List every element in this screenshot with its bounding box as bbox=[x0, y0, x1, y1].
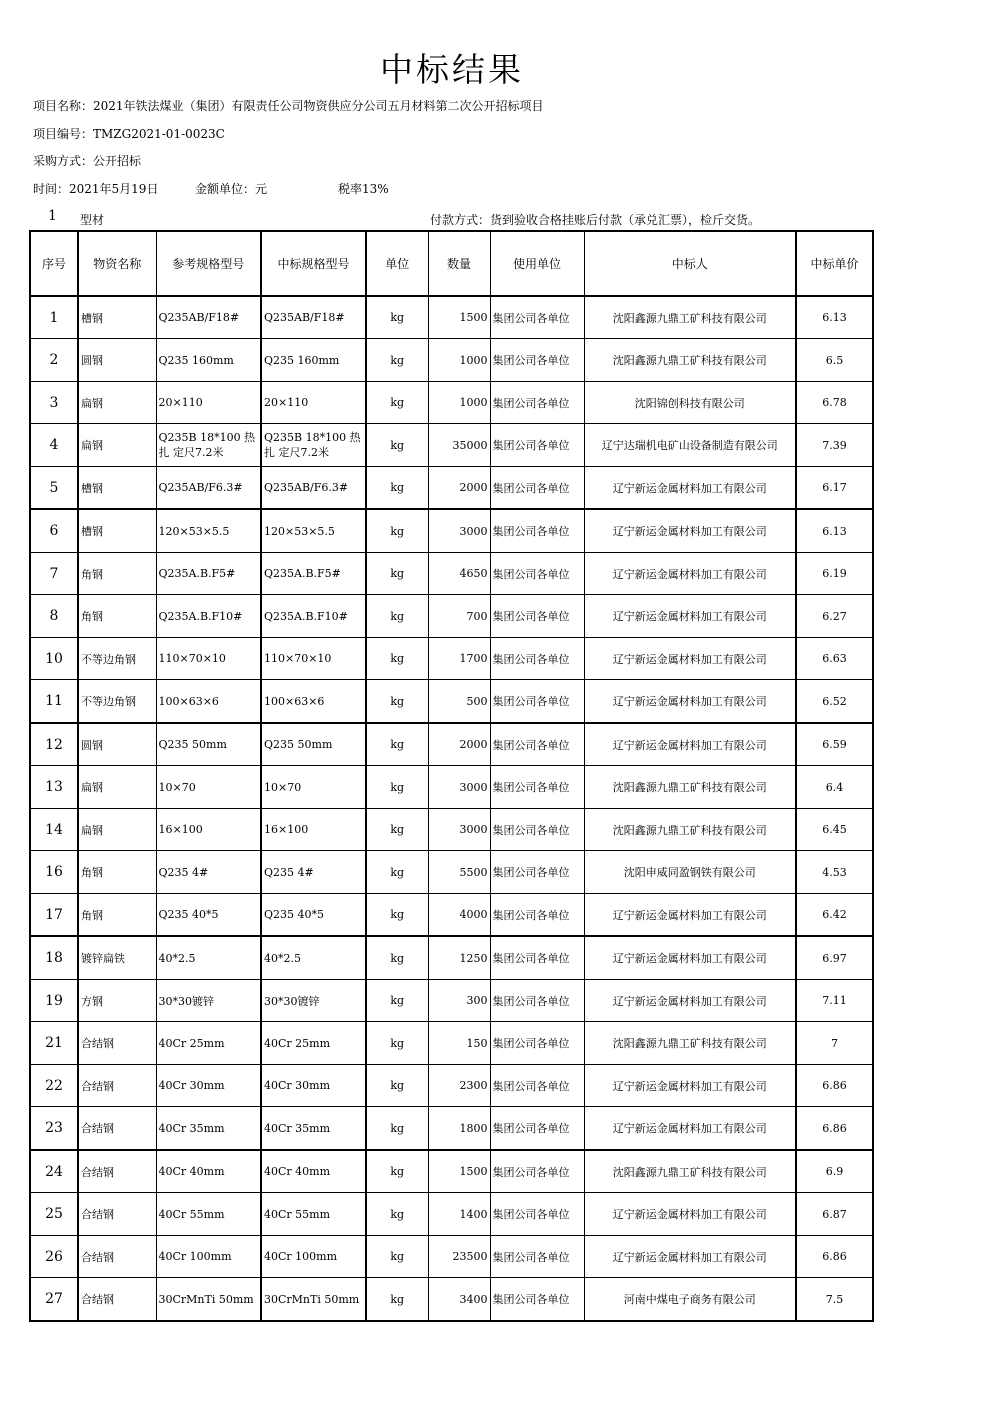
table-header bbox=[30, 231, 873, 296]
quantity-cell: 1800 bbox=[428, 1107, 490, 1151]
reference-spec-cell: 40Cr 55mm bbox=[156, 1193, 261, 1236]
unit-price-cell: 6.63 bbox=[796, 638, 873, 680]
winning-bidder-cell: 沈阳鑫源九鼎工矿科技有限公司 bbox=[584, 339, 796, 382]
unit-cell: kg bbox=[366, 936, 428, 980]
unit-price-cell: 4.53 bbox=[796, 851, 873, 894]
reference-spec-cell: 40Cr 40mm bbox=[156, 1150, 261, 1193]
unit-price-cell: 6.78 bbox=[796, 382, 873, 424]
material-name-cell: 角钢 bbox=[78, 553, 156, 595]
winning-bidder-cell: 沈阳锦创科技有限公司 bbox=[584, 382, 796, 424]
bid-spec-cell: 30*30镀锌 bbox=[261, 980, 366, 1022]
row-number-cell: 14 bbox=[30, 809, 78, 851]
unit-cell: kg bbox=[366, 1065, 428, 1107]
purchase-method: 采购方式：公开招标 bbox=[33, 154, 142, 168]
reference-spec-cell: Q235AB/F18# bbox=[156, 296, 261, 339]
header-cell: 序号 bbox=[30, 231, 78, 296]
material-name-cell: 槽钢 bbox=[78, 509, 156, 553]
bid-spec-cell: Q235AB/F6.3# bbox=[261, 467, 366, 510]
user-unit-cell: 集团公司各单位 bbox=[490, 467, 584, 510]
reference-spec-cell: 30CrMnTi 50mm bbox=[156, 1278, 261, 1322]
unit-cell: kg bbox=[366, 1150, 428, 1193]
material-name-cell: 扁钢 bbox=[78, 809, 156, 851]
winning-bidder-cell: 辽宁达瑞机电矿山设备制造有限公司 bbox=[584, 424, 796, 467]
row-number-cell: 16 bbox=[30, 851, 78, 894]
table-row bbox=[30, 595, 873, 638]
row-number-cell: 2 bbox=[30, 339, 78, 382]
row-number-cell: 18 bbox=[30, 936, 78, 980]
unit-cell: kg bbox=[366, 595, 428, 638]
project-number: 项目编号：TMZG2021-01-0023C bbox=[33, 127, 225, 141]
unit-price-cell: 7.39 bbox=[796, 424, 873, 467]
header-cell: 中标人 bbox=[584, 231, 796, 296]
bid-spec-cell: 30CrMnTi 50mm bbox=[261, 1278, 366, 1322]
tax-rate: 税率13% bbox=[338, 182, 389, 196]
table-row bbox=[30, 553, 873, 595]
table-row bbox=[30, 1193, 873, 1236]
unit-price-cell: 6.86 bbox=[796, 1236, 873, 1278]
winning-bidder-cell: 沈阳鑫源九鼎工矿科技有限公司 bbox=[584, 1022, 796, 1065]
material-name-cell: 槽钢 bbox=[78, 467, 156, 510]
bid-spec-cell: 40Cr 35mm bbox=[261, 1107, 366, 1151]
material-name-cell: 合结钢 bbox=[78, 1065, 156, 1107]
row-number-cell: 23 bbox=[30, 1107, 78, 1151]
quantity-cell: 1000 bbox=[428, 382, 490, 424]
unit-cell: kg bbox=[366, 467, 428, 510]
unit-cell: kg bbox=[366, 553, 428, 595]
quantity-cell: 1000 bbox=[428, 339, 490, 382]
quantity-cell: 150 bbox=[428, 1022, 490, 1065]
winning-bidder-cell: 辽宁新运金属材料加工有限公司 bbox=[584, 1065, 796, 1107]
user-unit-cell: 集团公司各单位 bbox=[490, 1022, 584, 1065]
row-number-cell: 17 bbox=[30, 894, 78, 937]
winning-bidder-cell: 河南中煤电子商务有限公司 bbox=[584, 1278, 796, 1322]
table-row bbox=[30, 509, 873, 553]
row-number-cell: 26 bbox=[30, 1236, 78, 1278]
winning-bidder-cell: 辽宁新运金属材料加工有限公司 bbox=[584, 638, 796, 680]
quantity-cell: 1500 bbox=[428, 1150, 490, 1193]
quantity-cell: 3000 bbox=[428, 509, 490, 553]
row-number-cell: 10 bbox=[30, 638, 78, 680]
winning-bidder-cell: 辽宁新运金属材料加工有限公司 bbox=[584, 1107, 796, 1151]
currency-unit: 金额单位：元 bbox=[195, 182, 268, 196]
user-unit-cell: 集团公司各单位 bbox=[490, 509, 584, 553]
winning-bidder-cell: 辽宁新运金属材料加工有限公司 bbox=[584, 894, 796, 937]
reference-spec-cell: Q235 40*5 bbox=[156, 894, 261, 937]
header-cell: 中标规格型号 bbox=[261, 231, 366, 296]
bid-spec-cell: Q235AB/F18# bbox=[261, 296, 366, 339]
reference-spec-cell: Q235AB/F6.3# bbox=[156, 467, 261, 510]
table-row bbox=[30, 339, 873, 382]
row-number-cell: 24 bbox=[30, 1150, 78, 1193]
table-row bbox=[30, 1236, 873, 1278]
material-name-cell: 方钢 bbox=[78, 980, 156, 1022]
reference-spec-cell: Q235 160mm bbox=[156, 339, 261, 382]
reference-spec-cell: 40Cr 30mm bbox=[156, 1065, 261, 1107]
table-row bbox=[30, 723, 873, 766]
material-name-cell: 不等边角钢 bbox=[78, 680, 156, 724]
row-number-cell: 25 bbox=[30, 1193, 78, 1236]
unit-price-cell: 6.97 bbox=[796, 936, 873, 980]
unit-cell: kg bbox=[366, 339, 428, 382]
reference-spec-cell: 10×70 bbox=[156, 766, 261, 809]
material-name-cell: 圆钢 bbox=[78, 723, 156, 766]
bid-spec-cell: Q235B 18*100 热扎 定尺7.2米 bbox=[261, 424, 366, 467]
material-name-cell: 镀锌扁铁 bbox=[78, 936, 156, 980]
table-row bbox=[30, 1065, 873, 1107]
winning-bidder-cell: 辽宁新运金属材料加工有限公司 bbox=[584, 680, 796, 724]
user-unit-cell: 集团公司各单位 bbox=[490, 894, 584, 937]
bid-spec-cell: 16×100 bbox=[261, 809, 366, 851]
table-row bbox=[30, 894, 873, 937]
reference-spec-cell: 40Cr 35mm bbox=[156, 1107, 261, 1151]
material-name-cell: 合结钢 bbox=[78, 1150, 156, 1193]
user-unit-cell: 集团公司各单位 bbox=[490, 851, 584, 894]
unit-cell: kg bbox=[366, 382, 428, 424]
reference-spec-cell: Q235A.B.F10# bbox=[156, 595, 261, 638]
winning-bidder-cell: 辽宁新运金属材料加工有限公司 bbox=[584, 509, 796, 553]
quantity-cell: 23500 bbox=[428, 1236, 490, 1278]
unit-price-cell: 6.42 bbox=[796, 894, 873, 937]
payment-terms: 付款方式：货到验收合格挂账后付款（承兑汇票），检斤交货。 bbox=[430, 213, 761, 227]
winning-bidder-cell: 沈阳鑫源九鼎工矿科技有限公司 bbox=[584, 1150, 796, 1193]
row-number-cell: 7 bbox=[30, 553, 78, 595]
unit-cell: kg bbox=[366, 1107, 428, 1151]
unit-price-cell: 6.27 bbox=[796, 595, 873, 638]
reference-spec-cell: 40Cr 100mm bbox=[156, 1236, 261, 1278]
unit-cell: kg bbox=[366, 809, 428, 851]
winning-bidder-cell: 辽宁新运金属材料加工有限公司 bbox=[584, 936, 796, 980]
material-name-cell: 扁钢 bbox=[78, 424, 156, 467]
quantity-cell: 500 bbox=[428, 680, 490, 724]
quantity-cell: 700 bbox=[428, 595, 490, 638]
winning-bidder-cell: 辽宁新运金属材料加工有限公司 bbox=[584, 980, 796, 1022]
unit-price-cell: 7 bbox=[796, 1022, 873, 1065]
unit-cell: kg bbox=[366, 1022, 428, 1065]
bid-spec-cell: Q235 40*5 bbox=[261, 894, 366, 937]
unit-price-cell: 6.86 bbox=[796, 1065, 873, 1107]
reference-spec-cell: 16×100 bbox=[156, 809, 261, 851]
reference-spec-cell: 100×63×6 bbox=[156, 680, 261, 724]
material-name-cell: 角钢 bbox=[78, 894, 156, 937]
quantity-cell: 35000 bbox=[428, 424, 490, 467]
unit-cell: kg bbox=[366, 723, 428, 766]
user-unit-cell: 集团公司各单位 bbox=[490, 936, 584, 980]
row-number-cell: 12 bbox=[30, 723, 78, 766]
table-row bbox=[30, 1022, 873, 1065]
quantity-cell: 2000 bbox=[428, 723, 490, 766]
winning-bidder-cell: 沈阳鑫源九鼎工矿科技有限公司 bbox=[584, 296, 796, 339]
unit-cell: kg bbox=[366, 851, 428, 894]
quantity-cell: 3000 bbox=[428, 766, 490, 809]
row-number-cell: 8 bbox=[30, 595, 78, 638]
user-unit-cell: 集团公司各单位 bbox=[490, 1236, 584, 1278]
header-cell: 中标单价 bbox=[796, 231, 873, 296]
unit-cell: kg bbox=[366, 638, 428, 680]
row-number-cell: 6 bbox=[30, 509, 78, 553]
table-row bbox=[30, 936, 873, 980]
winning-bidder-cell: 辽宁新运金属材料加工有限公司 bbox=[584, 595, 796, 638]
bid-spec-cell: Q235A.B.F10# bbox=[261, 595, 366, 638]
material-name-cell: 合结钢 bbox=[78, 1278, 156, 1322]
table-row bbox=[30, 980, 873, 1022]
winning-bidder-cell: 沈阳申威同盈钢铁有限公司 bbox=[584, 851, 796, 894]
quantity-cell: 5500 bbox=[428, 851, 490, 894]
quantity-cell: 1500 bbox=[428, 296, 490, 339]
bid-spec-cell: 120×53×5.5 bbox=[261, 509, 366, 553]
header-cell: 使用单位 bbox=[490, 231, 584, 296]
unit-price-cell: 6.59 bbox=[796, 723, 873, 766]
date: 时间：2021年5月19日 bbox=[33, 182, 159, 196]
reference-spec-cell: 30*30镀锌 bbox=[156, 980, 261, 1022]
quantity-cell: 2000 bbox=[428, 467, 490, 510]
bid-spec-cell: 40Cr 25mm bbox=[261, 1022, 366, 1065]
unit-cell: kg bbox=[366, 980, 428, 1022]
row-number-cell: 27 bbox=[30, 1278, 78, 1322]
bid-spec-cell: Q235A.B.F5# bbox=[261, 553, 366, 595]
unit-price-cell: 7.5 bbox=[796, 1278, 873, 1322]
page-title: 中标结果 bbox=[380, 50, 524, 89]
material-name-cell: 角钢 bbox=[78, 595, 156, 638]
bid-spec-cell: 40Cr 40mm bbox=[261, 1150, 366, 1193]
winning-bidder-cell: 辽宁新运金属材料加工有限公司 bbox=[584, 1193, 796, 1236]
winning-bidder-cell: 辽宁新运金属材料加工有限公司 bbox=[584, 467, 796, 510]
table-row bbox=[30, 296, 873, 339]
table-row bbox=[30, 809, 873, 851]
bid-spec-cell: Q235 160mm bbox=[261, 339, 366, 382]
row-number-cell: 11 bbox=[30, 680, 78, 724]
reference-spec-cell: Q235 50mm bbox=[156, 723, 261, 766]
material-name-cell: 合结钢 bbox=[78, 1236, 156, 1278]
bid-spec-cell: Q235 50mm bbox=[261, 723, 366, 766]
table-row bbox=[30, 851, 873, 894]
material-name-cell: 合结钢 bbox=[78, 1193, 156, 1236]
unit-cell: kg bbox=[366, 766, 428, 809]
project-name: 项目名称：2021年铁法煤业（集团）有限责任公司物资供应分公司五月材料第二次公开招标项目 bbox=[33, 99, 544, 113]
user-unit-cell: 集团公司各单位 bbox=[490, 1193, 584, 1236]
table-row bbox=[30, 467, 873, 510]
material-name-cell: 扁钢 bbox=[78, 382, 156, 424]
reference-spec-cell: 110×70×10 bbox=[156, 638, 261, 680]
row-number-cell: 21 bbox=[30, 1022, 78, 1065]
unit-price-cell: 6.17 bbox=[796, 467, 873, 510]
table-row bbox=[30, 638, 873, 680]
reference-spec-cell: 40Cr 25mm bbox=[156, 1022, 261, 1065]
row-number-cell: 3 bbox=[30, 382, 78, 424]
bid-spec-cell: 20×110 bbox=[261, 382, 366, 424]
bid-spec-cell: 40*2.5 bbox=[261, 936, 366, 980]
user-unit-cell: 集团公司各单位 bbox=[490, 1065, 584, 1107]
bid-spec-cell: 10×70 bbox=[261, 766, 366, 809]
row-number-cell: 19 bbox=[30, 980, 78, 1022]
reference-spec-cell: 40*2.5 bbox=[156, 936, 261, 980]
unit-price-cell: 7.11 bbox=[796, 980, 873, 1022]
user-unit-cell: 集团公司各单位 bbox=[490, 809, 584, 851]
unit-cell: kg bbox=[366, 894, 428, 937]
user-unit-cell: 集团公司各单位 bbox=[490, 595, 584, 638]
section-name: 型材 bbox=[80, 213, 105, 227]
unit-cell: kg bbox=[366, 424, 428, 467]
bid-spec-cell: 40Cr 30mm bbox=[261, 1065, 366, 1107]
material-name-cell: 角钢 bbox=[78, 851, 156, 894]
unit-cell: kg bbox=[366, 509, 428, 553]
winning-bidder-cell: 辽宁新运金属材料加工有限公司 bbox=[584, 1236, 796, 1278]
table-row bbox=[30, 1107, 873, 1151]
reference-spec-cell: Q235B 18*100 热扎 定尺7.2米 bbox=[156, 424, 261, 467]
reference-spec-cell: Q235 4# bbox=[156, 851, 261, 894]
unit-cell: kg bbox=[366, 1193, 428, 1236]
row-number-cell: 13 bbox=[30, 766, 78, 809]
material-name-cell: 扁钢 bbox=[78, 766, 156, 809]
bid-spec-cell: Q235 4# bbox=[261, 851, 366, 894]
material-name-cell: 合结钢 bbox=[78, 1107, 156, 1151]
quantity-cell: 3000 bbox=[428, 809, 490, 851]
user-unit-cell: 集团公司各单位 bbox=[490, 1150, 584, 1193]
time-line bbox=[33, 180, 389, 197]
material-name-cell: 不等边角钢 bbox=[78, 638, 156, 680]
quantity-cell: 4000 bbox=[428, 894, 490, 937]
user-unit-cell: 集团公司各单位 bbox=[490, 296, 584, 339]
bid-spec-cell: 110×70×10 bbox=[261, 638, 366, 680]
user-unit-cell: 集团公司各单位 bbox=[490, 638, 584, 680]
table-row bbox=[30, 1150, 873, 1193]
user-unit-cell: 集团公司各单位 bbox=[490, 680, 584, 724]
unit-price-cell: 6.19 bbox=[796, 553, 873, 595]
reference-spec-cell: 20×110 bbox=[156, 382, 261, 424]
table-row bbox=[30, 382, 873, 424]
user-unit-cell: 集团公司各单位 bbox=[490, 424, 584, 467]
material-name-cell: 槽钢 bbox=[78, 296, 156, 339]
unit-cell: kg bbox=[366, 1278, 428, 1322]
row-number-cell: 1 bbox=[30, 296, 78, 339]
table-row bbox=[30, 1278, 873, 1322]
result-table bbox=[29, 230, 874, 1322]
unit-cell: kg bbox=[366, 680, 428, 724]
user-unit-cell: 集团公司各单位 bbox=[490, 766, 584, 809]
user-unit-cell: 集团公司各单位 bbox=[490, 1107, 584, 1151]
header-cell: 参考规格型号 bbox=[156, 231, 261, 296]
winning-bidder-cell: 沈阳鑫源九鼎工矿科技有限公司 bbox=[584, 809, 796, 851]
user-unit-cell: 集团公司各单位 bbox=[490, 553, 584, 595]
winning-bidder-cell: 辽宁新运金属材料加工有限公司 bbox=[584, 553, 796, 595]
header-cell: 数量 bbox=[428, 231, 490, 296]
unit-cell: kg bbox=[366, 296, 428, 339]
unit-price-cell: 6.4 bbox=[796, 766, 873, 809]
table-row bbox=[30, 680, 873, 724]
quantity-cell: 1700 bbox=[428, 638, 490, 680]
bid-spec-cell: 100×63×6 bbox=[261, 680, 366, 724]
reference-spec-cell: Q235A.B.F5# bbox=[156, 553, 261, 595]
header-cell: 单位 bbox=[366, 231, 428, 296]
quantity-cell: 1250 bbox=[428, 936, 490, 980]
table-row bbox=[30, 424, 873, 467]
bid-spec-cell: 40Cr 100mm bbox=[261, 1236, 366, 1278]
unit-price-cell: 6.9 bbox=[796, 1150, 873, 1193]
user-unit-cell: 集团公司各单位 bbox=[490, 339, 584, 382]
user-unit-cell: 集团公司各单位 bbox=[490, 723, 584, 766]
table-row bbox=[30, 766, 873, 809]
section-number: 1 bbox=[48, 208, 57, 224]
row-number-cell: 5 bbox=[30, 467, 78, 510]
quantity-cell: 300 bbox=[428, 980, 490, 1022]
user-unit-cell: 集团公司各单位 bbox=[490, 980, 584, 1022]
unit-cell: kg bbox=[366, 1236, 428, 1278]
unit-price-cell: 6.5 bbox=[796, 339, 873, 382]
user-unit-cell: 集团公司各单位 bbox=[490, 1278, 584, 1322]
unit-price-cell: 6.52 bbox=[796, 680, 873, 724]
header-cell: 物资名称 bbox=[78, 231, 156, 296]
row-number-cell: 22 bbox=[30, 1065, 78, 1107]
unit-price-cell: 6.45 bbox=[796, 809, 873, 851]
unit-price-cell: 6.13 bbox=[796, 296, 873, 339]
user-unit-cell: 集团公司各单位 bbox=[490, 382, 584, 424]
winning-bidder-cell: 辽宁新运金属材料加工有限公司 bbox=[584, 723, 796, 766]
bid-spec-cell: 40Cr 55mm bbox=[261, 1193, 366, 1236]
unit-price-cell: 6.87 bbox=[796, 1193, 873, 1236]
unit-price-cell: 6.13 bbox=[796, 509, 873, 553]
unit-price-cell: 6.86 bbox=[796, 1107, 873, 1151]
material-name-cell: 圆钢 bbox=[78, 339, 156, 382]
quantity-cell: 3400 bbox=[428, 1278, 490, 1322]
reference-spec-cell: 120×53×5.5 bbox=[156, 509, 261, 553]
quantity-cell: 1400 bbox=[428, 1193, 490, 1236]
quantity-cell: 2300 bbox=[428, 1065, 490, 1107]
row-number-cell: 4 bbox=[30, 424, 78, 467]
quantity-cell: 4650 bbox=[428, 553, 490, 595]
winning-bidder-cell: 沈阳鑫源九鼎工矿科技有限公司 bbox=[584, 766, 796, 809]
material-name-cell: 合结钢 bbox=[78, 1022, 156, 1065]
